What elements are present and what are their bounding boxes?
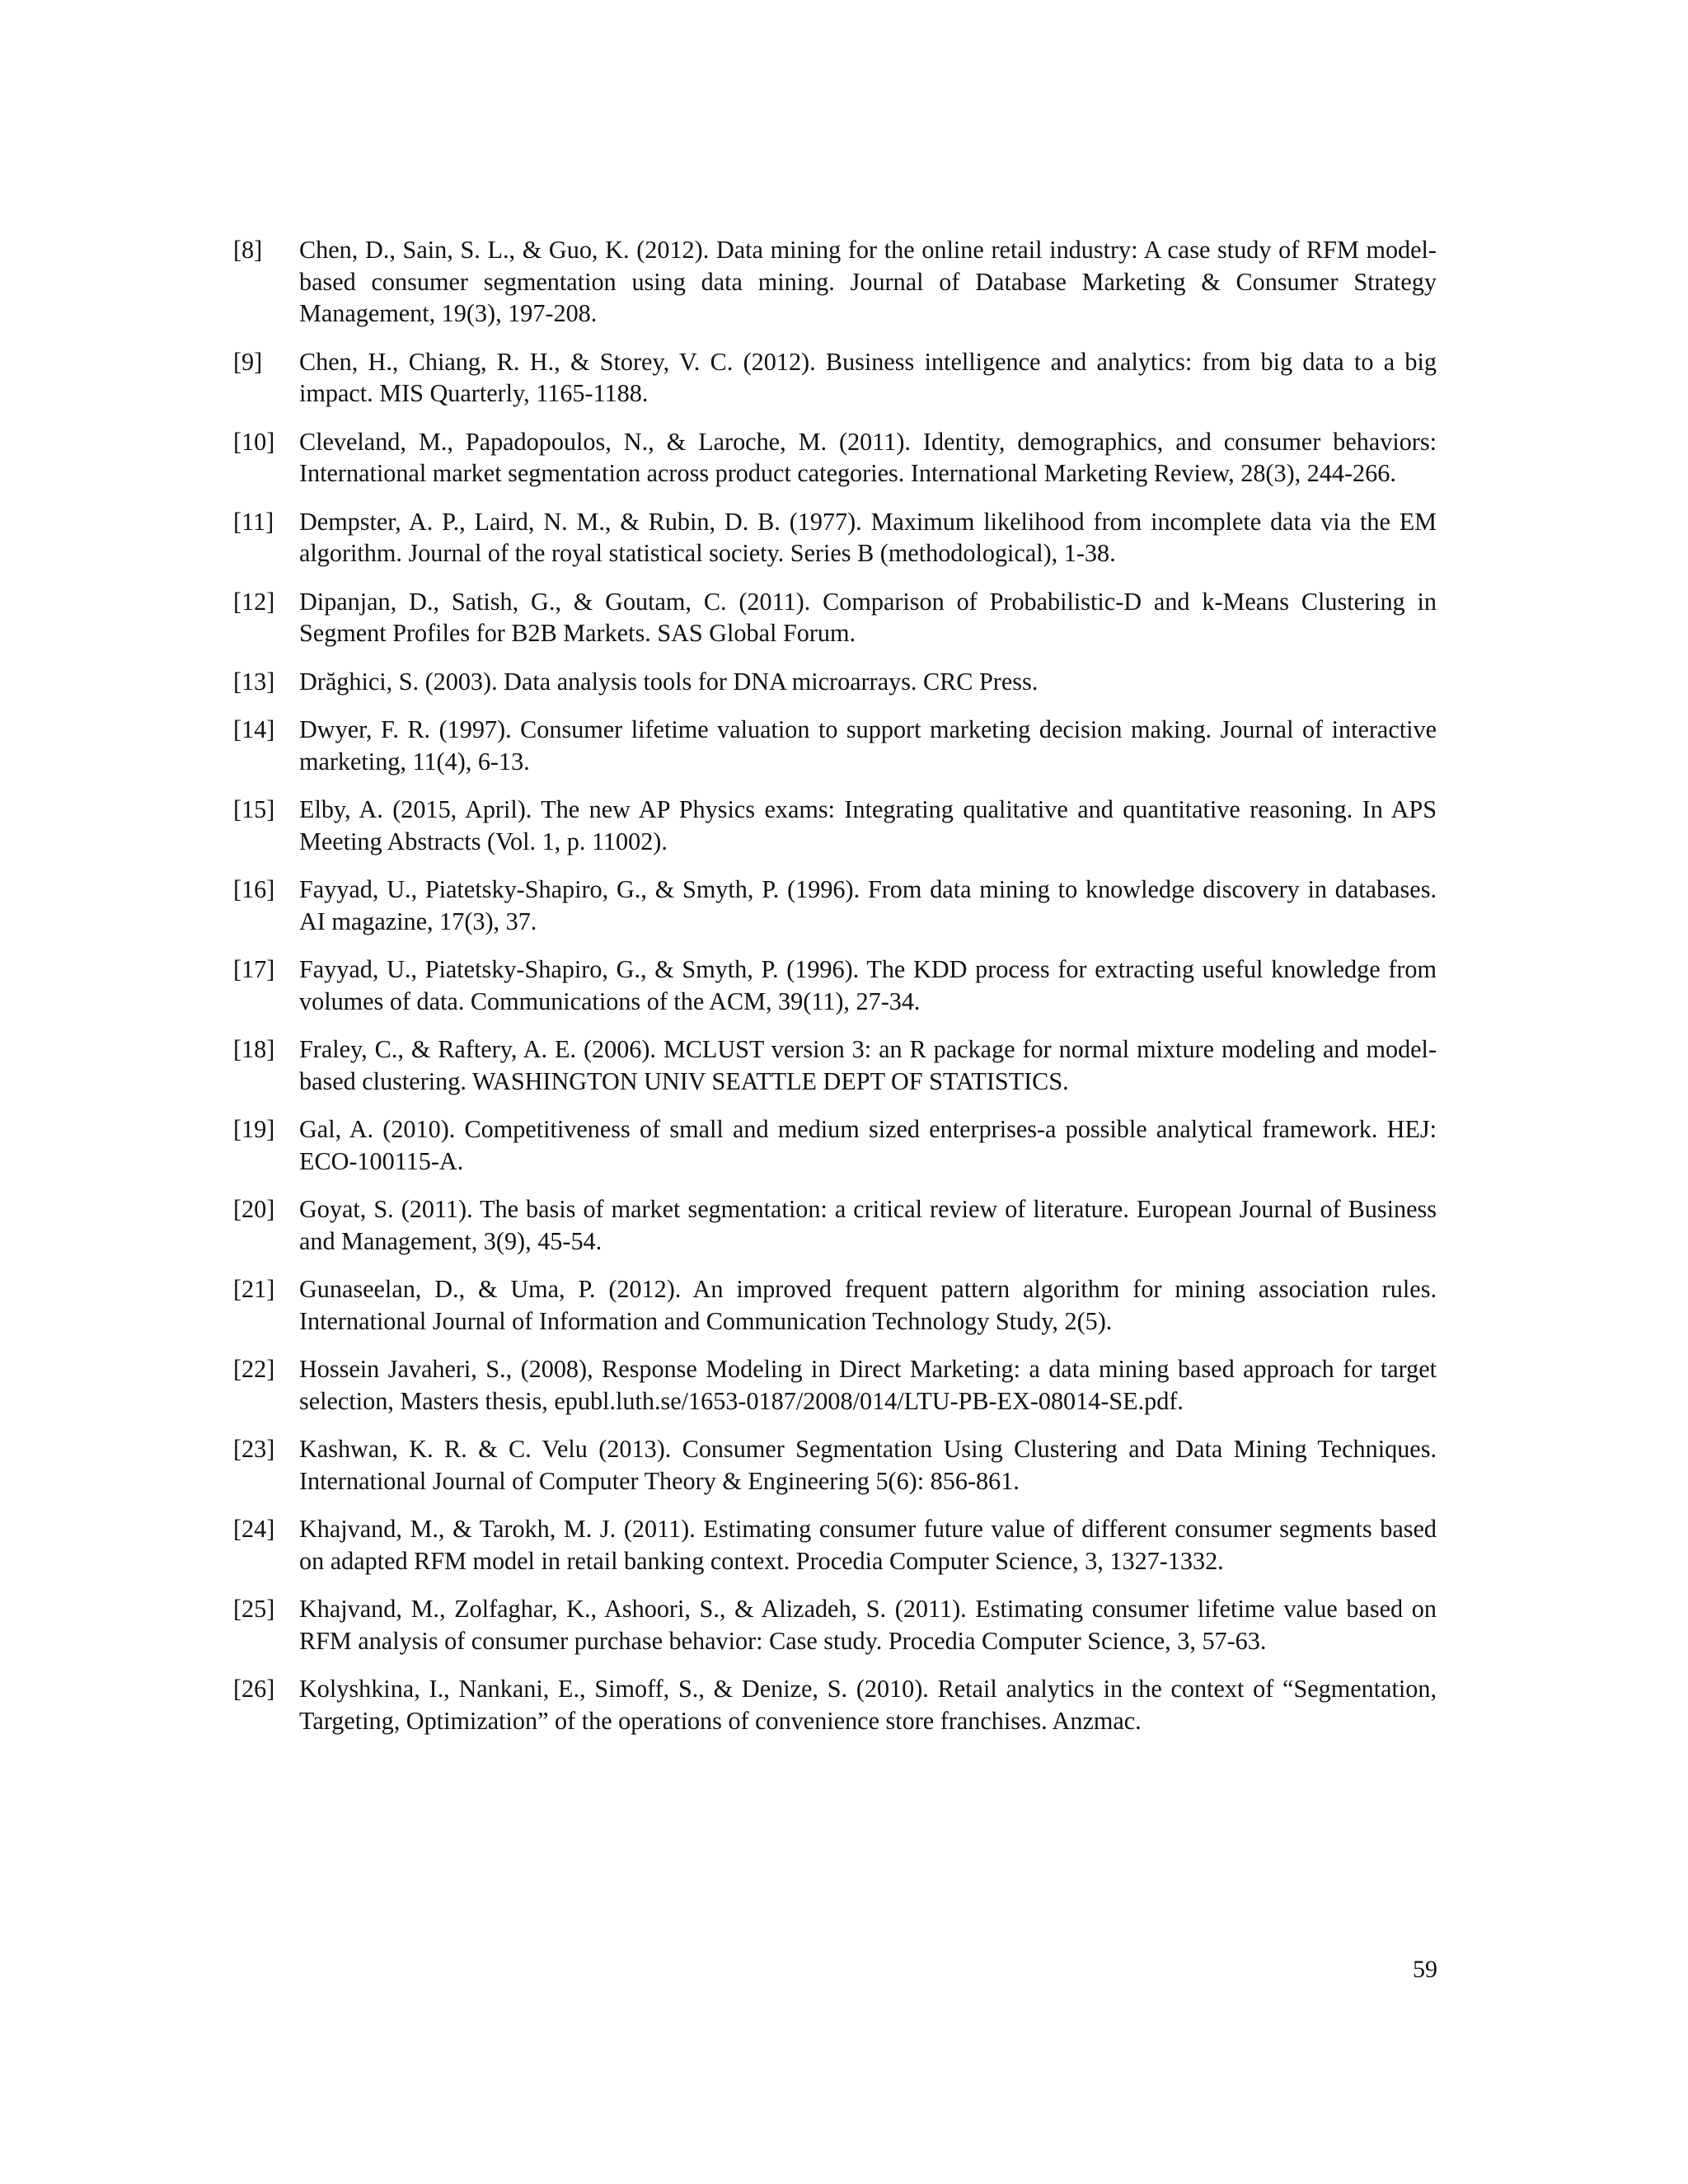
reference-item [233, 794, 1437, 857]
reference-item [233, 1673, 1437, 1736]
reference-item [233, 346, 1437, 410]
reference-item [233, 714, 1437, 777]
reference-number: [14] [233, 715, 275, 743]
reference-text: Dempster, A. P., Laird, N. M., & Rubin, D. B. (1977). Maximum likelihood from incomplete data via the EM algorithm. Journal of the royal statistical society. Series B (methodological), 1-38. [299, 507, 1437, 567]
reference-number: [11] [233, 507, 274, 536]
reference-number: [10] [233, 427, 275, 456]
reference-text: Kashwan, K. R. & C. Velu (2013). Consumer Segmentation Using Clustering and Data Mining Techniques. International Journal of Computer Theory & Engineering 5(6): 856-861. [299, 1435, 1437, 1495]
reference-text: Cleveland, M., Papadopoulos, N., & Laroche, M. (2011). Identity, demographics, and consumer behaviors: International market segmentation across product categories. International Marketing Review, 28(3), 244-266. [299, 427, 1437, 487]
reference-number: [13] [233, 667, 275, 696]
reference-number: [8] [233, 236, 263, 264]
reference-text: Khajvand, M., Zolfaghar, K., Ashoori, S., & Alizadeh, S. (2011). Estimating consumer lifetime value based on RFM analysis of consumer purchase behavior: Case study. Procedia Computer Science, 3, 57-63. [299, 1595, 1437, 1655]
reference-text: Elby, A. (2015, April). The new AP Physics exams: Integrating qualitative and quantitative reasoning. In APS Meeting Abstracts (Vol. 1, p. 11002). [299, 795, 1437, 855]
reference-text: Kolyshkina, I., Nankani, E., Simoff, S., & Denize, S. (2010). Retail analytics in the context of “Segmentation, Targeting, Optimization” of the operations of convenience store franchises. Anzmac. [299, 1675, 1437, 1735]
reference-item [233, 506, 1437, 569]
reference-number: [15] [233, 795, 275, 823]
reference-number: [21] [233, 1275, 275, 1303]
reference-text: Fayyad, U., Piatetsky-Shapiro, G., & Smyth, P. (1996). From data mining to knowledge discovery in databases. AI magazine, 17(3), 37. [299, 875, 1437, 935]
reference-number: [17] [233, 955, 275, 983]
reference-number: [9] [233, 347, 263, 376]
reference-number: [25] [233, 1595, 275, 1623]
reference-item [233, 1033, 1437, 1097]
reference-text: Gal, A. (2010). Competitiveness of small and medium sized enterprises-a possible analytical framework. HEJ: ECO-100115-A. [299, 1115, 1437, 1175]
reference-text: Fayyad, U., Piatetsky-Shapiro, G., & Smyth, P. (1996). The KDD process for extracting useful knowledge from volumes of data. Communications of the ACM, 39(11), 27-34. [299, 955, 1437, 1015]
reference-number: [23] [233, 1435, 275, 1463]
reference-item [233, 1593, 1437, 1657]
reference-text: Goyat, S. (2011). The basis of market segmentation: a critical review of literature. European Journal of Business and Management, 3(9), 45-54. [299, 1195, 1437, 1255]
reference-number: [24] [233, 1515, 275, 1543]
reference-item [233, 1433, 1437, 1497]
reference-item [233, 234, 1437, 330]
reference-text: Dwyer, F. R. (1997). Consumer lifetime valuation to support marketing decision making. Journal of interactive marketing, 11(4), 6-13. [299, 715, 1437, 776]
reference-text: Dipanjan, D., Satish, G., & Goutam, C. (2011). Comparison of Probabilistic-D and k-Means Clustering in Segment Profiles for B2B Markets. SAS Global Forum. [299, 587, 1437, 647]
reference-text: Khajvand, M., & Tarokh, M. J. (2011). Estimating consumer future value of different consumer segments based on adapted RFM model in retail banking context. Procedia Computer Science, 3, 1327-1332. [299, 1515, 1437, 1575]
reference-item [233, 1273, 1437, 1337]
reference-item [233, 1113, 1437, 1177]
reference-text: Gunaseelan, D., & Uma, P. (2012). An improved frequent pattern algorithm for mining association rules. International Journal of Information and Communication Technology Study, 2(5). [299, 1275, 1437, 1335]
reference-number: [22] [233, 1355, 275, 1383]
reference-number: [26] [233, 1675, 275, 1703]
reference-text: Chen, D., Sain, S. L., & Guo, K. (2012). Data mining for the online retail industry: A case study of RFM model-based consumer segmentation using data mining. Journal of Database Marketing & Consumer Strategy Management, 19(3), 197-208. [299, 236, 1437, 327]
page-number: 59 [1413, 1956, 1437, 1983]
reference-number: [18] [233, 1035, 275, 1063]
reference-text: Fraley, C., & Raftery, A. E. (2006). MCLUST version 3: an R package for normal mixture modeling and model-based clustering. WASHINGTON UNIV SEATTLE DEPT OF STATISTICS. [299, 1035, 1437, 1095]
reference-number: [12] [233, 587, 275, 616]
reference-text: Chen, H., Chiang, R. H., & Storey, V. C. (2012). Business intelligence and analytics: from big data to a big impact. MIS Quarterly, 1165-1188. [299, 347, 1437, 407]
reference-item [233, 586, 1437, 649]
reference-number: [16] [233, 875, 275, 903]
reference-text: Drăghici, S. (2003). Data analysis tools for DNA microarrays. CRC Press. [299, 667, 1039, 696]
reference-text: Hossein Javaheri, S., (2008), Response Modeling in Direct Marketing: a data mining based approach for target selection, Masters thesis, epubl.luth.se/1653-0187/2008/014/LTU-PB-EX-08014-SE.pdf. [299, 1355, 1437, 1415]
reference-item [233, 874, 1437, 937]
reference-item [233, 666, 1437, 698]
reference-list [233, 234, 1437, 1753]
reference-item [233, 1353, 1437, 1417]
reference-item [233, 954, 1437, 1017]
reference-item [233, 1513, 1437, 1577]
reference-number: [19] [233, 1115, 275, 1143]
reference-item [233, 1193, 1437, 1257]
reference-item [233, 426, 1437, 490]
reference-number: [20] [233, 1195, 275, 1223]
